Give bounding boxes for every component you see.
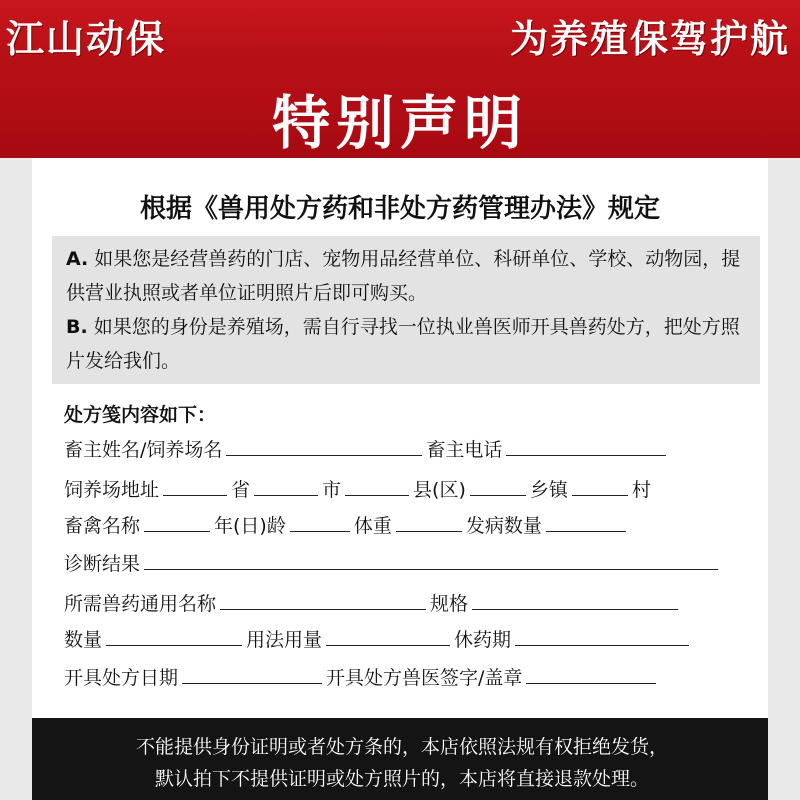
province-label: 省 [231, 479, 251, 501]
notice-text: 如果您是经营兽药的门店、宠物用品经营单位、科研单位、学校、动物园，提供营业执照或者单位证明照片后即可购买。 [66, 248, 741, 304]
form-row-quantity [64, 618, 744, 652]
weight-blank [396, 530, 462, 532]
animal-name-blank [144, 530, 210, 532]
notice-item-b [66, 310, 746, 378]
slogan: 为养殖保驾护航 [509, 16, 790, 61]
town-label: 乡镇 [529, 479, 568, 501]
drug-name-label: 所需兽药通用名称 [64, 593, 217, 615]
animal-name-label: 畜禽名称 [64, 515, 141, 537]
notice-text: 如果您的身份是养殖场，需自行寻找一位执业兽医师开具兽药处方，把处方照片发给我们。 [66, 316, 740, 372]
owner-name-blank [226, 454, 422, 456]
notice-box [52, 236, 760, 384]
farm-address-label: 饲养场地址 [64, 479, 160, 501]
spec-blank [472, 608, 678, 610]
declaration-card [32, 158, 768, 800]
notice-label: B. [66, 316, 88, 338]
date-blank [182, 682, 322, 684]
footer-notice [32, 718, 768, 800]
quantity-blank [106, 644, 242, 646]
top-banner [0, 0, 800, 70]
withdrawal-blank [515, 644, 689, 646]
city-label: 市 [322, 479, 342, 501]
diagnosis-label: 诊断结果 [64, 553, 141, 575]
sick-count-blank [546, 530, 626, 532]
form-row-address [64, 468, 744, 502]
form-row-owner [64, 428, 744, 462]
diagnosis-blank [144, 568, 718, 570]
spec-label: 规格 [430, 593, 469, 615]
form-row-animal [64, 504, 744, 538]
notice-label: A. [66, 248, 89, 270]
age-blank [290, 530, 350, 532]
age-label: 年(日)龄 [214, 515, 286, 537]
brand-name: 江山动保 [6, 16, 167, 61]
province-blank [163, 494, 227, 496]
county-blank [345, 494, 409, 496]
withdrawal-label: 休药期 [454, 629, 512, 651]
owner-phone-label: 畜主电话 [426, 439, 503, 461]
form-row-drug [64, 582, 744, 616]
form-row-signature [64, 656, 744, 690]
sick-count-label: 发病数量 [465, 515, 542, 537]
dosage-label: 用法用量 [246, 629, 323, 651]
form-row-diagnosis [64, 542, 744, 576]
village-label: 村 [631, 479, 651, 501]
village-blank [572, 494, 628, 496]
footer-line: 默认拍下不提供证明或处方照片的，本店将直接退款处理。 [154, 768, 649, 790]
city-blank [254, 494, 318, 496]
page-title: 特别声明 [271, 89, 528, 157]
footer-line: 不能提供身份证明或者处方条的，本店依照法规有权拒绝发货， [135, 736, 668, 758]
owner-phone-blank [506, 454, 666, 456]
notice-item-a [66, 242, 746, 310]
card-heading: 根据《兽用处方药和非处方药管理办法》规定 [139, 194, 660, 224]
form-heading: 处方笺内容如下： [64, 404, 217, 426]
vet-sign-blank [526, 682, 656, 684]
drug-name-blank [220, 608, 426, 610]
owner-name-label: 畜主姓名/饲养场名 [64, 439, 223, 461]
weight-label: 体重 [353, 515, 392, 537]
dosage-blank [326, 644, 450, 646]
town-blank [470, 494, 526, 496]
vet-sign-label: 开具处方兽医签字/盖章 [326, 667, 523, 689]
date-label: 开具处方日期 [64, 667, 179, 689]
county-label: 县(区) [413, 479, 466, 501]
quantity-label: 数量 [64, 629, 103, 651]
